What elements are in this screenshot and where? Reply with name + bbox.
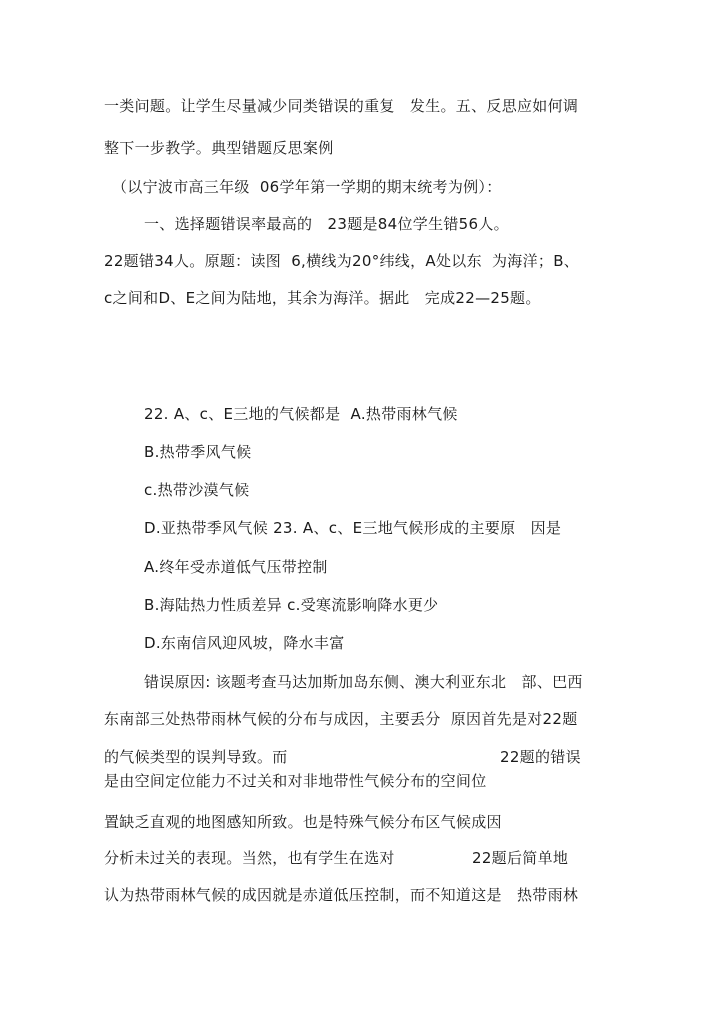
question-23: D.亚热带季风气候 23. A、c、E三地气候形成的主要原 因是 (144, 519, 562, 537)
option-a-23: A.终年受赤道低气压带控制 (144, 558, 328, 576)
text-line-19a: 分析未过关的表现。当然，也有学生在选对 (104, 849, 395, 867)
text-line-17: 是由空间定位能力不过关和对非地带性气候分布的空间位 (104, 772, 487, 790)
text-line-1: 一类问题。让学生尽量减少同类错误的重复 发生。五、反思应如何调 (104, 97, 579, 115)
option-b-c-23: B.海陆热力性质差异 c.受寒流影响降水更少 (144, 596, 439, 614)
text-line-6: c之间和D、E之间为陆地，其余为海洋。据此 完成22—25题。 (104, 289, 541, 307)
question-22: 22. A、c、E三地的气候都是 A.热带雨林气候 (144, 405, 458, 423)
option-c-22: c.热带沙漠气候 (144, 481, 250, 499)
text-line-15: 东南部三处热带雨林气候的分布与成因，主要丢分 原因首先是对22题 (104, 710, 578, 728)
text-line-19b: 22题后简单地 (472, 849, 569, 867)
option-b-22: B.热带季风气候 (144, 443, 252, 461)
text-line-4: 一、选择题错误率最高的 23题是84位学生错56人。 (144, 215, 509, 233)
text-line-5: 22题错34人。原题：读图 6,横线为20°纬线，A处以东 为海洋；B、 (104, 252, 580, 270)
text-line-3: （以宁波市高三年级 06学年第一学期的期末统考为例）： (112, 178, 502, 196)
option-d-23: D.东南信风迎风坡，降水丰富 (144, 634, 345, 652)
text-line-2: 整下一步教学。典型错题反思案例 (104, 139, 334, 157)
text-line-14: 错误原因: 该题考查马达加斯加岛东侧、澳大利亚东北 部、巴西 (144, 673, 583, 691)
text-line-18: 置缺乏直观的地图感知所致。也是特殊气候分布区气候成因 (104, 813, 502, 831)
text-line-16a: 的气候类型的误判导致。而 (104, 748, 288, 766)
text-line-16b: 22题的错误 (500, 748, 581, 766)
text-line-20: 认为热带雨林气候的成因就是赤道低压控制，而不知道这是 热带雨林 (104, 886, 579, 904)
